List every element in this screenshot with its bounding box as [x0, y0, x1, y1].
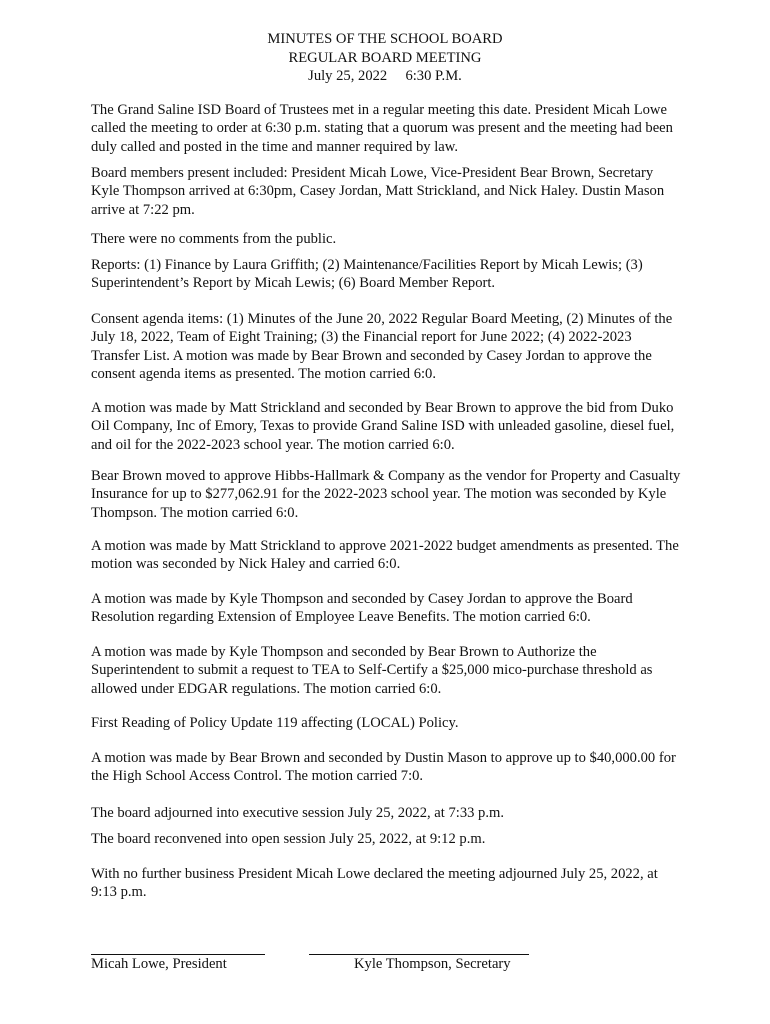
paragraph-members-present: Board members present included: President Micah Lowe, Vice-President Bear Brown, Secretary Kyle Thompson arrived at 6:30pm, Casey Jordan, Matt Strickland, and Nick Haley. Dustin Mason arrive at 7:22 pm. [91, 165, 665, 218]
paragraph-call-to-order: The Grand Saline ISD Board of Trustees met in a regular meeting this date. President Micah Lowe called the meeting to order at 6:30 p.m. stating that a quorum was present and the meeting had been duly called and posted in the time and manner required by law. [91, 102, 673, 155]
paragraph-executive-session: The board adjourned into executive session July 25, 2022, at 7:33 p.m. [91, 805, 505, 821]
paragraph-self-certify: A motion was made by Kyle Thompson and seconded by Bear Brown to Authorize the Superintendent to submit a request to TEA to Self-Certify a $25,000 mico-purchase threshold as allowed under EDGAR regulations. The motion carried 6:0. [91, 644, 653, 697]
paragraph-fuel-bid-motion: A motion was made by Matt Strickland and seconded by Bear Brown to approve the bid from Duko Oil Company, Inc of Emory, Texas to provide Grand Saline ISD with unleaded gasoline, diesel fuel, and oil for the 2022-2023 school year. The motion carried 6:0. [91, 400, 675, 453]
paragraph-public-comments: There were no comments from the public. [91, 231, 337, 247]
title-line-1: MINUTES OF THE SCHOOL BOARD [267, 31, 503, 47]
paragraph-leave-benefits: A motion was made by Kyle Thompson and seconded by Casey Jordan to approve the Board Resolution regarding Extension of Employee Leave Benefits. The motion carried 6:0. [91, 591, 633, 626]
paragraph-reports: Reports: (1) Finance by Laura Griffith; (2) Maintenance/Facilities Report by Micah Lewis; (3) Superintendent’s Report by Micah Lewis; (6) Board Member Report. [91, 257, 643, 292]
paragraph-open-session: The board reconvened into open session July 25, 2022, at 9:12 p.m. [91, 831, 486, 847]
meeting-date-time: July 25, 2022 6:30 P.M. [308, 68, 462, 84]
paragraph-insurance-motion: Bear Brown moved to approve Hibbs-Hallmark & Company as the vendor for Property and Casualty Insurance for up to $277,062.91 for the 2022-2023 school year. The motion was seconded by Kyle Thompson. The motion carried 6:0. [91, 468, 681, 521]
paragraph-consent-agenda: Consent agenda items: (1) Minutes of the June 20, 2022 Regular Board Meeting, (2) Minutes of the July 18, 2022, Team of Eight Training; (3) the Financial report for June 2022; (4) 2022-2023 Transfer List. A motion was made by Bear Brown and seconded by Casey Jordan to approve the consent agenda items as presented. The motion carried 6:0. [91, 311, 673, 383]
paragraph-policy-reading: First Reading of Policy Update 119 affecting (LOCAL) Policy. [91, 715, 459, 731]
document-title [0, 30, 770, 86]
title-line-2: REGULAR BOARD MEETING [288, 49, 482, 66]
paragraph-adjournment: With no further business President Micah Lowe declared the meeting adjourned July 25, 2022, at 9:13 p.m. [91, 866, 658, 901]
secretary-signature-label: Kyle Thompson, Secretary [354, 956, 511, 972]
president-signature-label: Micah Lowe, President [91, 956, 227, 972]
paragraph-access-control: A motion was made by Bear Brown and seconded by Dustin Mason to approve up to $40,000.00 for the High School Access Control. The motion carried 7:0. [91, 750, 676, 785]
paragraph-budget-amendments: A motion was made by Matt Strickland to approve 2021-2022 budget amendments as presented. The motion was seconded by Nick Haley and carried 6:0. [91, 538, 679, 573]
